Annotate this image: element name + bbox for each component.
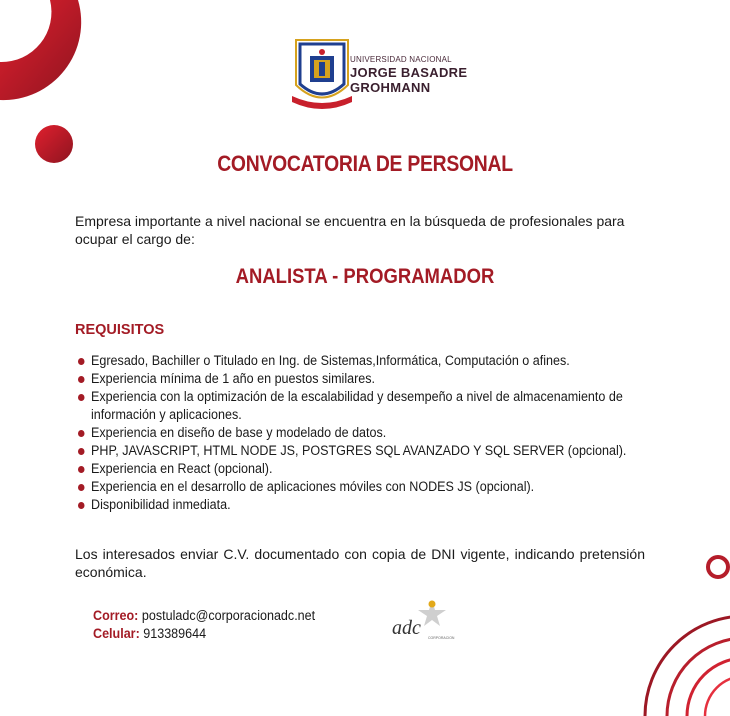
page-title: CONVOCATORIA DE PERSONAL (217, 151, 513, 176)
requirement-text: Experiencia con la optimización de la escalabilidad y desempeño a nivel de almacenamiento de información y aplicaciones. (91, 389, 623, 422)
phone-number: 913389644 (143, 626, 207, 641)
requirement-item (78, 424, 636, 442)
corner-arc-topleft (0, 0, 81, 100)
contact-info (93, 607, 315, 643)
bullet-icon (78, 376, 85, 383)
svg-text:CORPORACION: CORPORACION (428, 636, 455, 640)
intro-paragraph: Empresa importante a nivel nacional se encuentra en la búsqueda de profesionales para ocupar el cargo de: (75, 213, 625, 247)
bullet-icon (78, 484, 85, 491)
adc-company-logo (388, 598, 458, 642)
job-position-title: ANALISTA - PROGRAMADOR (235, 265, 495, 288)
requirement-text: PHP, JAVASCRIPT, HTML NODE JS, POSTGRES SQL AVANZADO Y SQL SERVER (opcional). (91, 443, 627, 458)
closing-paragraph: Los interesados enviar C.V. documentado con copia de DNI vigente, indicando pretensión económica. (75, 546, 645, 580)
bullet-icon (78, 394, 85, 401)
requirements-heading: REQUISITOS (75, 322, 165, 338)
requirement-text: Experiencia en el desarrollo de aplicaciones móviles con NODES JS (opcional). (91, 479, 535, 494)
email-row (93, 607, 315, 625)
bullet-icon (78, 502, 85, 509)
email-label: Correo: (93, 608, 139, 623)
requirement-item (78, 388, 636, 424)
university-wordmark (350, 56, 467, 94)
bullet-icon (78, 448, 85, 455)
requirement-item (78, 442, 636, 460)
bullet-icon (78, 430, 85, 437)
corner-arcs-bottomright (645, 616, 730, 716)
requirement-item (78, 478, 636, 496)
requirement-text: Experiencia en React (opcional). (91, 461, 273, 476)
requirement-text: Disponibilidad inmediata. (91, 497, 231, 512)
requirements-list (78, 352, 636, 514)
deco-ring-right (708, 557, 728, 577)
bullet-icon (78, 358, 85, 365)
email-link[interactable]: postuladc@corporacionadc.net (141, 608, 316, 623)
requirement-item (78, 496, 636, 514)
requirement-text: Egresado, Bachiller o Titulado en Ing. de Sistemas,Informática, Computación o afines. (91, 353, 570, 368)
university-line-2: JORGE BASADRE (350, 65, 468, 80)
requirement-text: Experiencia en diseño de base y modelado de datos. (91, 425, 387, 440)
requirement-item (78, 352, 636, 370)
university-line-3: GROHMANN (350, 80, 431, 95)
requirement-item (78, 460, 636, 478)
svg-text:adc: adc (392, 617, 421, 639)
bullet-icon (78, 466, 85, 473)
phone-row (93, 625, 315, 643)
university-line-1: UNIVERSIDAD NACIONAL (350, 55, 452, 64)
requirement-item (78, 370, 636, 388)
phone-label: Celular: (93, 626, 140, 641)
requirement-text: Experiencia mínima de 1 año en puestos similares. (91, 371, 376, 386)
